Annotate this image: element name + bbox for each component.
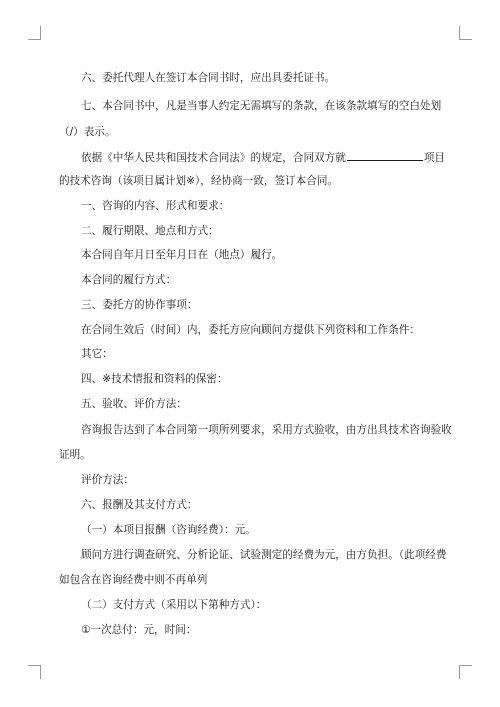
cooperation-materials: 在合同生效后（时间）内，委托方应向顾问方提供下列资料和工作条件： (81, 324, 420, 336)
acceptance-clause-line1: 咨询报告达到了本合同第一项所列要求，采用方式验收，由方出具技术咨询验收 (81, 424, 452, 436)
performance-method: 本合同的履行方式： (81, 274, 177, 286)
clause-7-blank-rule-line1: 七、本合同书中，凡是当事人约定无需填写的条款，在该条款填写的空白处划 (81, 100, 442, 112)
clause-7-blank-rule-line2: （/）表示。 (59, 126, 116, 138)
clause-6-agent-certificate: 六、委托代理人在签订本合同书时，应出具委托证书。 (81, 72, 336, 84)
crop-mark-top-left-v (40, 26, 41, 40)
crop-mark-bottom-left-v (40, 665, 41, 679)
section-3-heading: 三、委托方的协作事项： (81, 299, 198, 311)
evaluation-method: 评价方法： (81, 474, 134, 486)
preamble-text-before-blank: 依据《中华人民共和国技术合同法》的规定，合同双方就 (81, 152, 346, 164)
acceptance-clause-line2: 证明。 (59, 449, 91, 461)
section-2-heading: 二、履行期限、地点和方式： (81, 225, 219, 237)
crop-mark-bottom-right-h (459, 665, 472, 666)
remuneration-amount: （一）本项目报酬（咨询经费）：元。 (81, 524, 256, 536)
payment-method-heading: （二）支付方式（采用以下第种方式）： (81, 599, 267, 611)
preamble-line1 (81, 150, 445, 165)
section-6-heading: 六、报酬及其支付方式： (81, 499, 198, 511)
other-items: 其它： (81, 348, 113, 360)
section-4-heading: 四、※技术情报和资料的保密： (81, 373, 228, 385)
project-name-blank[interactable] (347, 150, 423, 161)
research-expense-line2: 如包含在咨询经费中则不再单列 (59, 574, 208, 586)
lump-sum-payment: ①一次总付：元，时间： (81, 624, 197, 636)
preamble-text-after-blank: 项目 (423, 152, 446, 164)
section-1-heading: 一、咨询的内容、形式和要求： (81, 200, 230, 212)
crop-mark-top-right-h (459, 39, 472, 40)
research-expense-line1: 顾问方进行调查研究、分析论证、试验测定的经费为元，由方负担。（此项经费 (81, 549, 447, 561)
crop-mark-bottom-right-v (459, 665, 460, 679)
section-5-heading: 五、验收、评价方法： (81, 398, 187, 410)
crop-mark-top-right-v (459, 26, 460, 40)
preamble-line2: 的技术咨询（该项目属计划※），经协商一致，签订本合同。 (59, 175, 339, 187)
performance-period: 本合同自年月日至年月日在（地点）履行。 (81, 249, 283, 261)
